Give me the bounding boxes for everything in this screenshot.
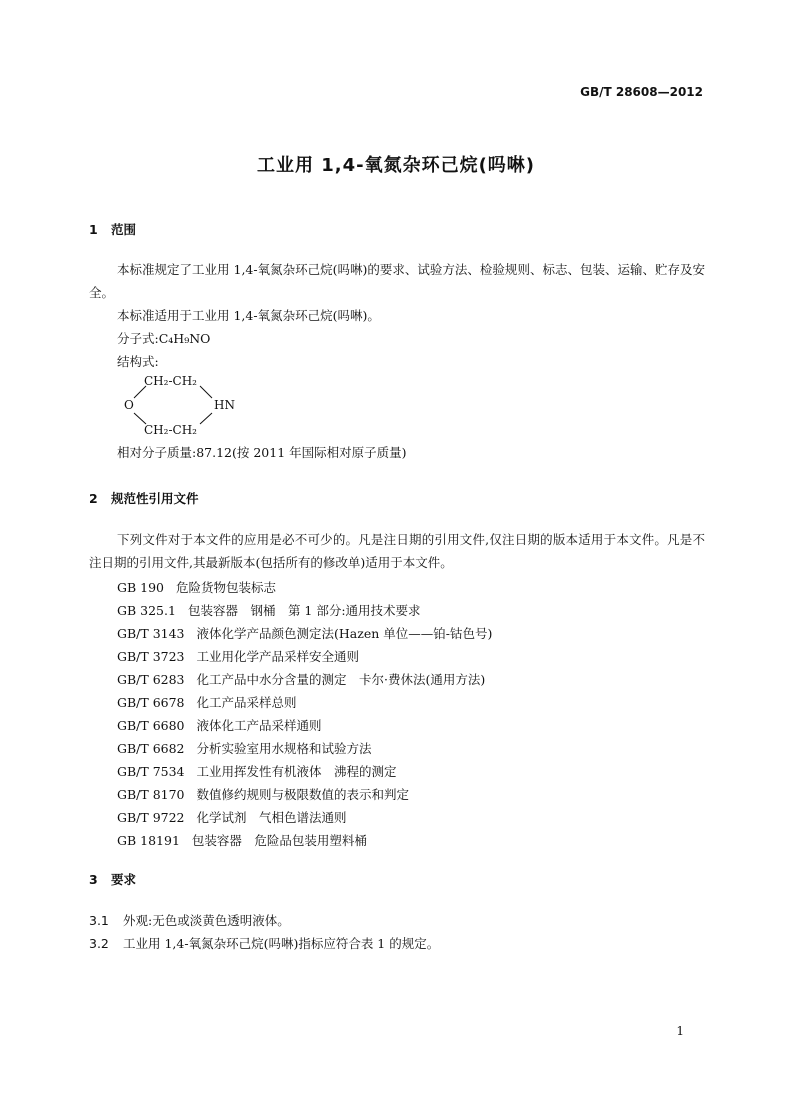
reference-title: 分析实验室用水规格和试验方法 — [196, 741, 372, 756]
reference-code: GB/T 3143 — [117, 626, 185, 641]
morpholine-structure — [120, 372, 250, 442]
reference-item — [117, 624, 492, 642]
structure-bottom-group: CH₂-CH₂ — [144, 423, 197, 437]
reference-title: 化工产品中水分含量的测定 卡尔·费休法(通用方法) — [196, 672, 486, 687]
section-title: 规范性引用文件 — [111, 491, 199, 506]
structure-oxygen: O — [124, 398, 134, 412]
reference-title: 危险货物包装标志 — [176, 580, 277, 595]
section-title: 要求 — [111, 872, 137, 887]
requirement-item — [89, 911, 290, 929]
reference-code: GB 18191 — [117, 833, 180, 848]
section-number: 3 — [89, 872, 98, 887]
reference-item — [117, 601, 421, 619]
reference-code: GB/T 7534 — [117, 764, 185, 779]
reference-title: 包装容器 钢桶 第 1 部分:通用技术要求 — [187, 603, 421, 618]
reference-item — [117, 716, 322, 734]
reference-code: GB/T 3723 — [117, 649, 185, 664]
reference-code: GB/T 6678 — [117, 695, 185, 710]
reference-item — [117, 785, 409, 803]
requirement-number: 3.1 — [89, 913, 109, 928]
molar-mass: 相对分子质量:87.12(按 2011 年国际相对原子质量) — [117, 445, 407, 460]
reference-code: GB 325.1 — [117, 603, 176, 618]
section-heading-requirements — [89, 870, 136, 888]
reference-title: 包装容器 危险品包装用塑料桶 — [191, 833, 367, 848]
reference-item — [117, 739, 372, 757]
reference-item — [117, 693, 297, 711]
reference-title: 液体化工产品采样通则 — [196, 718, 322, 733]
reference-code: GB/T 9722 — [117, 810, 185, 825]
scope-paragraph-2: 本标准适用于工业用 1,4-氧氮杂环己烷(吗啉)。 — [117, 308, 380, 323]
reference-title: 液体化学产品颜色测定法(Hazen 单位——铂-钴色号) — [196, 626, 493, 641]
reference-code: GB/T 6680 — [117, 718, 185, 733]
reference-item — [117, 647, 359, 665]
section-heading-scope — [89, 220, 136, 238]
section-heading-references — [89, 489, 199, 507]
reference-code: GB 190 — [117, 580, 165, 595]
structure-label: 结构式: — [117, 354, 159, 369]
references-intro: 下列文件对于本文件的应用是必不可少的。凡是注日期的引用文件,仅注日期的版本适用于本文件。凡是不注日期的引用文件,其最新版本(包括所有的修改单)适用于本文件。 — [89, 532, 705, 570]
reference-title: 数值修约规则与极限数值的表示和判定 — [196, 787, 410, 802]
molecular-formula: 分子式:C₄H₉NO — [117, 331, 211, 346]
reference-code: GB/T 8170 — [117, 787, 185, 802]
section-title: 范围 — [111, 222, 137, 237]
document-title: 工业用 1,4-氧氮杂环己烷(吗啉) — [256, 155, 536, 176]
reference-title: 工业用挥发性有机液体 沸程的测定 — [196, 764, 397, 779]
reference-item — [117, 578, 276, 596]
reference-code: GB/T 6682 — [117, 741, 185, 756]
requirement-item — [89, 934, 439, 952]
requirement-text: 外观:无色或淡黄色透明液体。 — [123, 913, 290, 928]
reference-item — [117, 762, 397, 780]
reference-item — [117, 808, 347, 826]
reference-item — [117, 831, 367, 849]
section-number: 1 — [89, 222, 98, 237]
reference-title: 化工产品采样总则 — [196, 695, 297, 710]
scope-paragraph-1: 本标准规定了工业用 1,4-氧氮杂环己烷(吗啉)的要求、试验方法、检验规则、标志、包装、运输、贮存及安全。 — [89, 262, 705, 300]
reference-item — [117, 670, 485, 688]
structure-nitrogen: HN — [214, 398, 235, 412]
reference-title: 工业用化学产品采样安全通则 — [196, 649, 360, 664]
structure-top-group: CH₂-CH₂ — [144, 374, 197, 388]
page-number: 1 — [676, 1024, 684, 1038]
requirement-text: 工业用 1,4-氧氮杂环己烷(吗啉)指标应符合表 1 的规定。 — [123, 936, 440, 951]
section-number: 2 — [89, 491, 98, 506]
requirement-number: 3.2 — [89, 936, 109, 951]
reference-title: 化学试剂 气相色谱法通则 — [196, 810, 347, 825]
standard-number: GB/T 28608—2012 — [580, 85, 703, 99]
reference-code: GB/T 6283 — [117, 672, 185, 687]
